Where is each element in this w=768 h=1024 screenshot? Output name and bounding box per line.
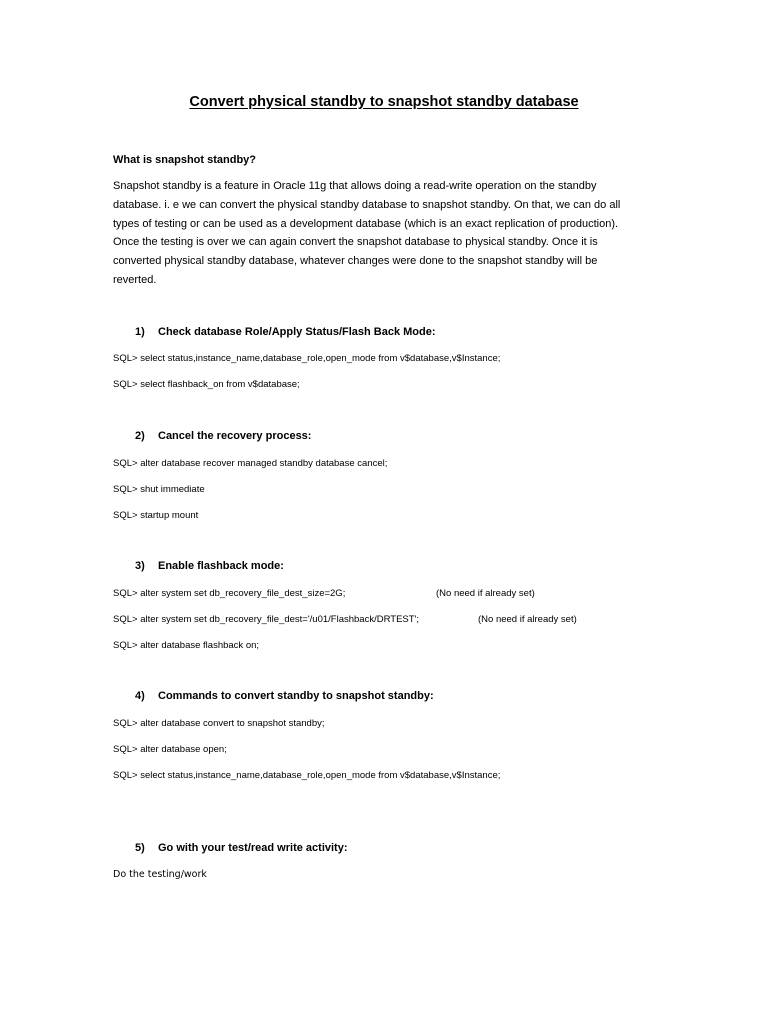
step-5-title: Go with your test/read write activity:	[158, 842, 348, 854]
step-3-note-1: (No need if already set)	[436, 588, 535, 599]
step-5-heading	[135, 841, 348, 855]
step-2-command-3: SQL> startup mount	[113, 510, 199, 521]
step-4-command-3: SQL> select status,instance_name,database_role,open_mode from v$database,v$Instance;	[113, 770, 501, 781]
step-3-title: Enable flashback mode:	[158, 560, 284, 572]
step-2-heading	[135, 429, 311, 443]
step-1-command-2: SQL> select flashback_on from v$database;	[113, 379, 300, 390]
document-title: Convert physical standby to snapshot standby database	[189, 94, 579, 110]
step-2-command-1: SQL> alter database recover managed standby database cancel;	[113, 458, 388, 469]
step-3-command-3: SQL> alter database flashback on;	[113, 640, 260, 651]
step-5-command-1: Do the testing/work	[113, 869, 207, 880]
step-3-command-1: SQL> alter system set db_recovery_file_dest_size=2G;	[113, 588, 346, 599]
step-4-heading	[135, 689, 434, 703]
step-1-title: Check database Role/Apply Status/Flash Back Mode:	[158, 326, 436, 338]
step-4-title: Commands to convert standby to snapshot standby:	[158, 690, 434, 702]
step-2-number: 2)	[135, 430, 145, 442]
step-1-command-1: SQL> select status,instance_name,database_role,open_mode from v$database,v$Instance;	[113, 353, 501, 364]
step-4-number: 4)	[135, 690, 145, 702]
intro-paragraph: Snapshot standby is a feature in Oracle 11g that allows doing a read-write operation on the standby database. i. e we can convert the physical standby database to snapshot standby. On that, we can do all types of testing or can be used as a development database (which is an exact replication of production). Once the testing is over we can again convert the snapshot database to physical standby. Once it is converted physical standby database, whatever changes were done to the snapshot standby will be reverted.	[113, 180, 621, 286]
step-3-note-2: (No need if already set)	[478, 614, 577, 625]
step-1-number: 1)	[135, 326, 145, 338]
step-3-number: 3)	[135, 560, 145, 572]
step-4-command-1: SQL> alter database convert to snapshot standby;	[113, 718, 325, 729]
step-3-command-2: SQL> alter system set db_recovery_file_dest='/u01/Flashback/DRTEST';	[113, 614, 420, 625]
step-3-heading	[135, 559, 284, 573]
step-2-command-2: SQL> shut immediate	[113, 484, 205, 495]
step-5-number: 5)	[135, 842, 145, 854]
step-2-title: Cancel the recovery process:	[158, 430, 312, 442]
intro-heading: What is snapshot standby?	[113, 154, 257, 166]
step-4-command-2: SQL> alter database open;	[113, 744, 227, 755]
step-1-heading	[135, 325, 436, 339]
